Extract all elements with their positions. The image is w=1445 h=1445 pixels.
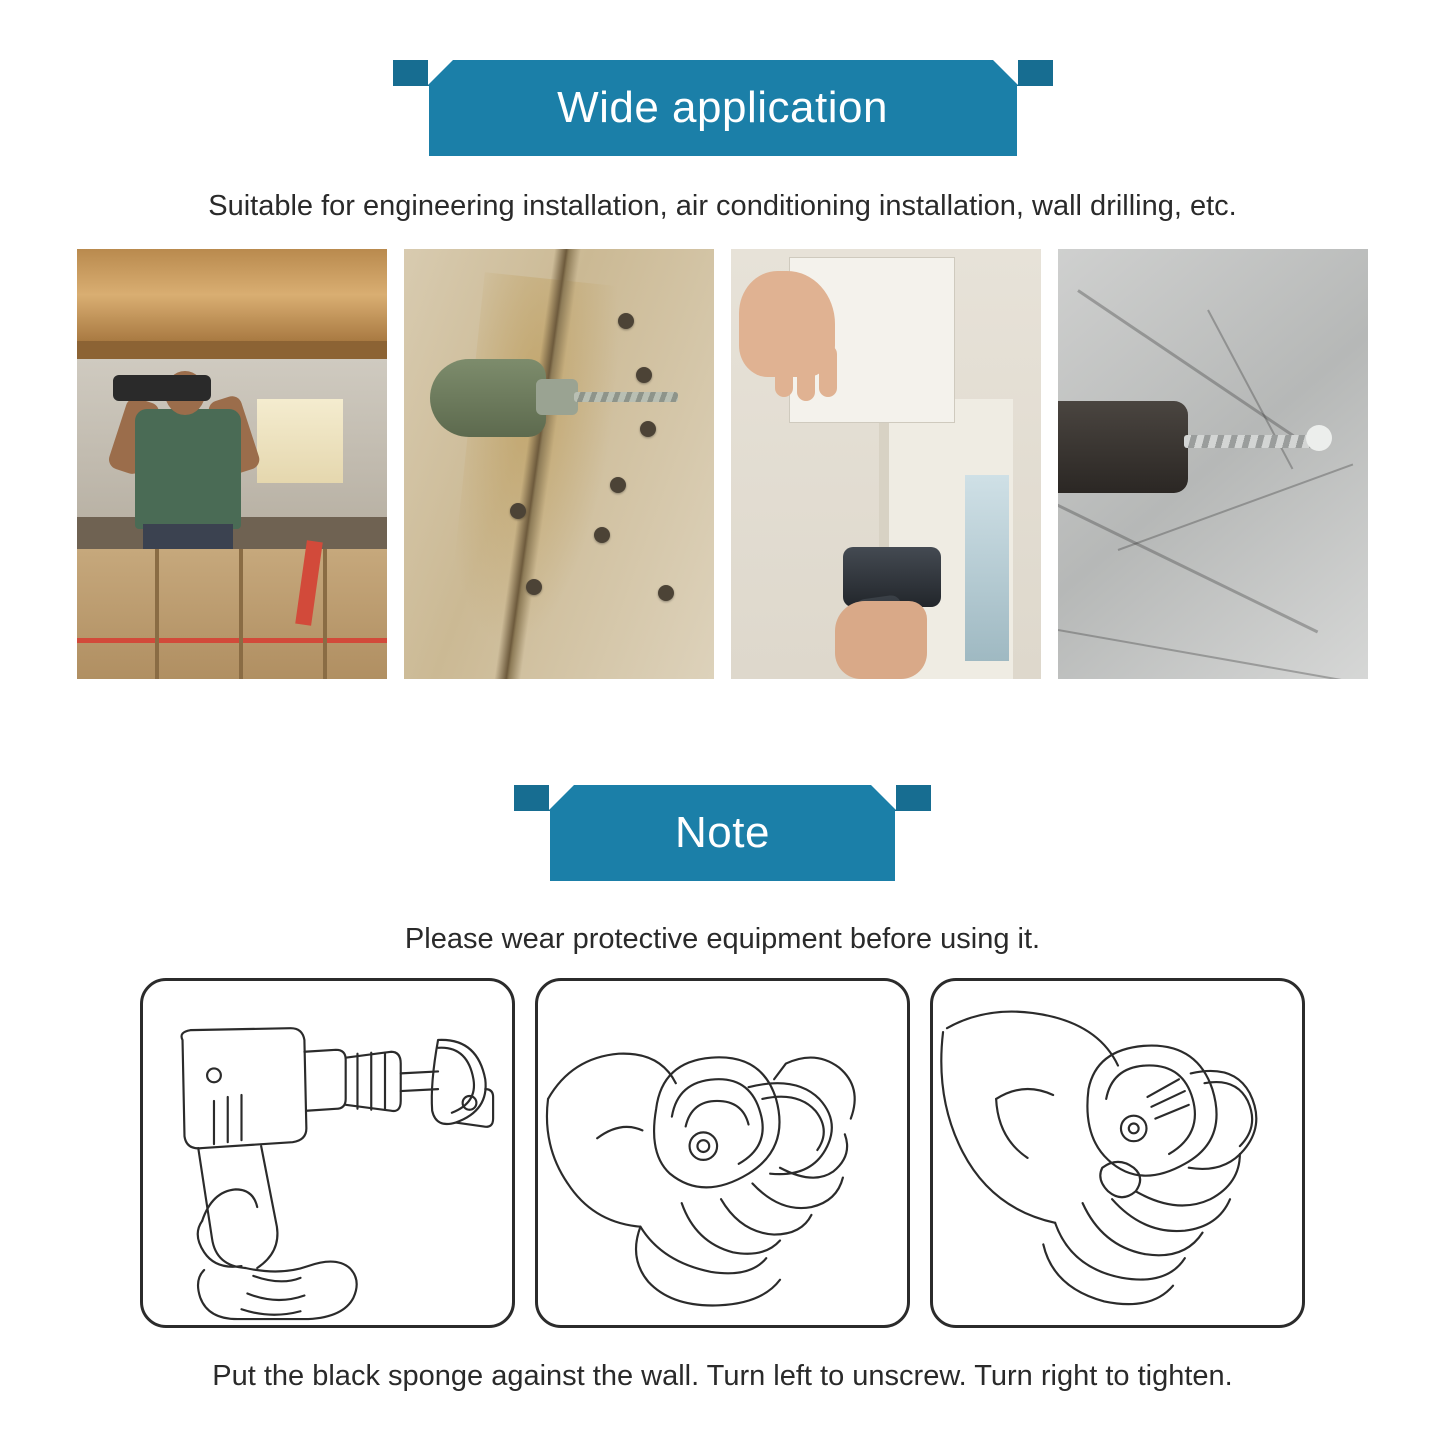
drilled-hole [594,527,610,543]
drill-bit [1184,435,1324,448]
application-photo-row [0,249,1445,679]
drilled-hole [636,367,652,383]
drill-bit [574,392,678,402]
drilled-hole [640,421,656,437]
sketch-step-3 [930,978,1305,1328]
box-divider [155,549,159,679]
note-subtitle: Please wear protective equipment before using it. [404,923,1041,955]
photo-worker-with-tool [77,249,387,679]
note-step-row [0,978,1445,1328]
drill-chuck [536,379,578,415]
drill-sleeve [1058,401,1188,493]
photo-drill-bit-in-concrete [1058,249,1368,679]
window [257,399,343,483]
wide-application-banner-row [0,0,1445,156]
box-divider [239,549,243,679]
wide-application-subtitle: Suitable for engineering installation, air conditioning installation, wall drilling, etc. [208,190,1237,222]
wide-application-banner [429,60,1017,156]
worker-torso [135,409,241,529]
ceiling-beam [77,249,387,341]
banner-notch-left-icon [549,784,575,810]
drilled-hole [526,579,542,595]
right-hand [835,601,927,679]
banner-wing-left [514,785,550,811]
banner-wing-right [1017,60,1053,86]
drill-body [430,359,546,437]
handheld-tool [113,375,211,401]
photo-panel-install-with-cordless-drill [731,249,1041,679]
wide-application-title: Wide application [557,83,888,132]
door-glass [965,475,1009,661]
dust-spot [1306,425,1332,451]
concrete-streak [1058,499,1318,633]
step-3-illustration [933,981,1302,1325]
banner-wing-left [393,60,429,86]
note-title: Note [675,808,770,857]
sketch-step-2 [535,978,910,1328]
box-divider [323,549,327,679]
sketch-step-1 [140,978,515,1328]
note-banner [550,785,895,881]
finger [819,345,837,397]
stacked-boxes [77,549,387,679]
ceiling-beam-edge [77,341,387,359]
step-2-illustration [538,981,907,1325]
step-1-illustration [143,981,512,1325]
concrete-streak [1058,629,1368,679]
finger [797,349,815,401]
banner-wing-right [895,785,931,811]
photo-drilling-plaster-wall [404,249,714,679]
banner-notch-left-icon [428,59,454,85]
drilled-hole [510,503,526,519]
red-laser-line [77,638,387,643]
drilled-hole [618,313,634,329]
drilled-hole [658,585,674,601]
banner-notch-right-icon [870,784,896,810]
note-caption: Put the black sponge against the wall. Turn left to unscrew. Turn right to tighten. [212,1360,1233,1392]
drilled-hole [610,477,626,493]
banner-notch-right-icon [992,59,1018,85]
finger [775,345,793,397]
note-banner-row [0,785,1445,881]
